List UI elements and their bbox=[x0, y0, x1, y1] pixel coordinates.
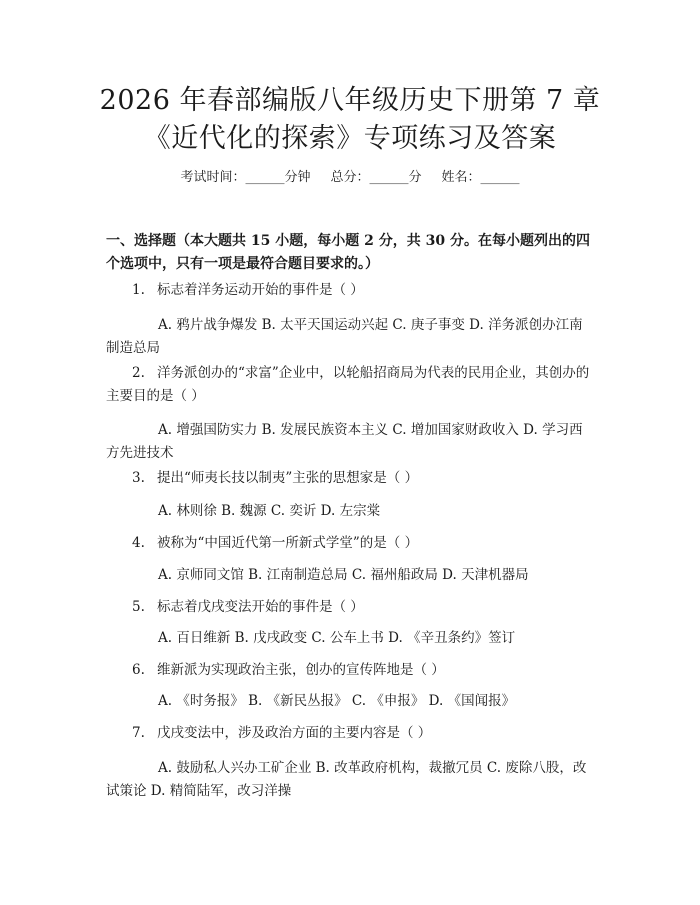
exam-score: 总分：______分 bbox=[330, 170, 422, 185]
exam-time: 考试时间：______分钟 bbox=[180, 170, 311, 185]
question-1-options: A. 鸦片战争爆发 B. 太平天国运动兴起 C. 庚子事变 D. 洋务派创办江南制造总局 bbox=[106, 317, 583, 356]
question-number: 3. bbox=[132, 470, 145, 486]
question-4-options: A. 京师同文馆 B. 江南制造总局 C. 福州船政局 D. 天津机器局 bbox=[158, 567, 529, 583]
question-5 bbox=[106, 596, 592, 619]
question-stem: 标志着洋务运动开始的事件是（ ） bbox=[157, 282, 364, 298]
exam-name: 姓名：______ bbox=[441, 170, 520, 185]
document-title: 2026 年春部编版八年级历史下册第 7 章《近代化的探索》专项练习及答案 bbox=[99, 85, 601, 154]
question-number: 1. bbox=[132, 282, 145, 298]
question-3-options: A. 林则徐 B. 魏源 C. 奕䜣 D. 左宗棠 bbox=[158, 503, 381, 519]
question-number: 4. bbox=[132, 535, 145, 551]
question-stem: 提出“师夷长技以制夷”主张的思想家是（ ） bbox=[157, 470, 419, 486]
question-stem: 维新派为实现政治主张，创办的宣传阵地是（ ） bbox=[157, 662, 445, 678]
question-7-options: A. 鼓励私人兴办工矿企业 B. 改革政府机构，裁撤冗员 C. 废除八股，改试策论 D. 精简陆军，改习洋操 bbox=[106, 760, 587, 799]
question-stem: 洋务派创办的“求富”企业中，以轮船招商局为代表的民用企业，其创办的主要目的是（ ） bbox=[106, 365, 590, 404]
question-stem: 被称为“中国近代第一所新式学堂”的是（ ） bbox=[157, 535, 419, 551]
question-5-options: A. 百日维新 B. 戊戌政变 C. 公车上书 D. 《辛丑条约》签订 bbox=[158, 630, 516, 646]
question-2-options: A. 增强国防实力 B. 发展民族资本主义 C. 增加国家财政收入 D. 学习西方先进技术 bbox=[106, 422, 583, 461]
question-4 bbox=[106, 532, 592, 555]
question-7 bbox=[106, 722, 592, 745]
question-2 bbox=[106, 362, 592, 408]
question-6 bbox=[106, 659, 592, 682]
question-number: 5. bbox=[132, 599, 145, 615]
question-stem: 标志着戊戌变法开始的事件是（ ） bbox=[157, 599, 364, 615]
question-number: 6. bbox=[132, 662, 145, 678]
section-heading: 一、选择题（本大题共 15 小题，每小题 2 分，共 30 分。在每小题列出的四个选项中，只有一项是最符合题目要求的。） bbox=[106, 233, 590, 272]
question-number: 7. bbox=[132, 725, 145, 741]
question-6-options: A. 《时务报》 B. 《新民丛报》 C. 《申报》 D. 《国闻报》 bbox=[158, 693, 516, 709]
question-1 bbox=[106, 279, 592, 302]
question-stem: 戊戌变法中，涉及政治方面的主要内容是（ ） bbox=[157, 725, 432, 741]
question-number: 2. bbox=[132, 365, 145, 381]
question-3 bbox=[106, 467, 592, 490]
exam-info bbox=[0, 168, 700, 188]
